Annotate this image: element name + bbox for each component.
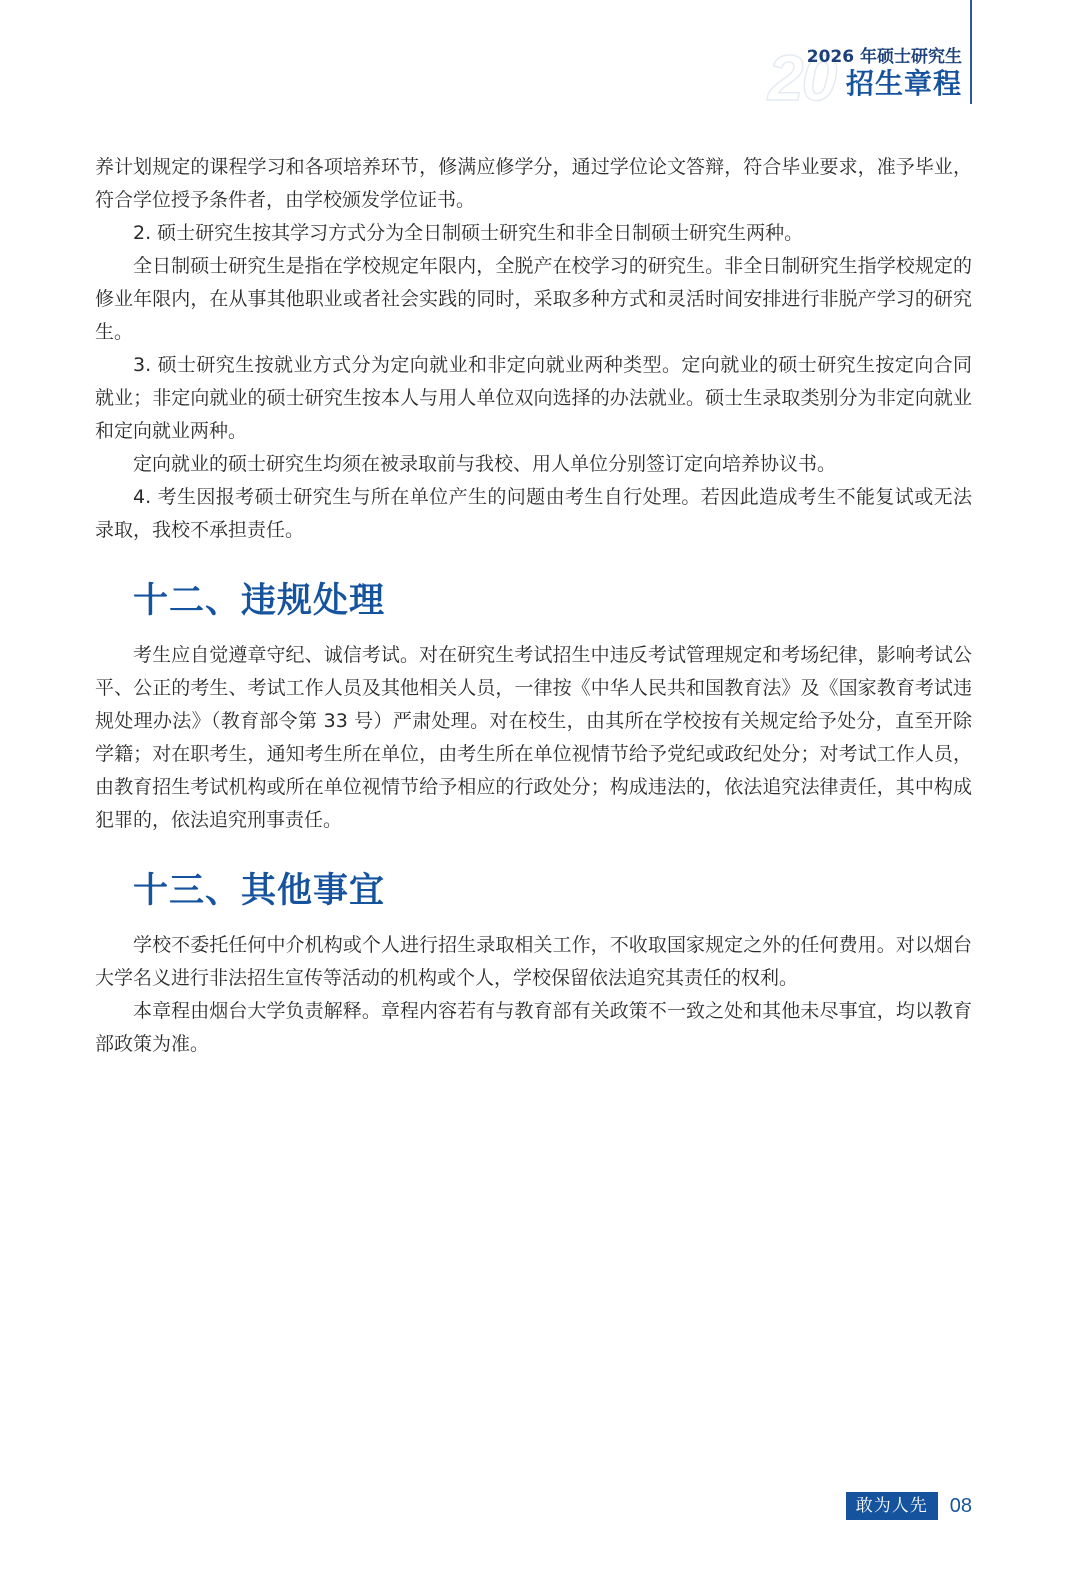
document-body <box>95 151 972 1061</box>
footer-motto-badge: 敢为人先 <box>846 1492 938 1520</box>
section-heading-other-matters: 十三、其他事宜 <box>133 871 386 911</box>
paragraph: 本章程由烟台大学负责解释。章程内容若有与教育部有关政策不一致之处和其他未尽事宜，均以教育部政策为准。 <box>95 1000 972 1055</box>
paragraph: 学校不委托任何中介机构或个人进行招生录取相关工作，不收取国家规定之外的任何费用。对以烟台大学名义进行非法招生宣传等活动的机构或个人，学校保留依法追究其责任的权利。 <box>95 934 972 989</box>
header-year-line: 2026 年硕士研究生 <box>806 47 962 67</box>
paragraph: 养计划规定的课程学习和各项培养环节，修满应修学分，通过学位论文答辩，符合毕业要求，准予毕业，符合学位授予条件者，由学校颁发学位证书。 <box>95 156 972 211</box>
footer <box>846 1492 972 1520</box>
paragraph: 2. 硕士研究生按其学习方式分为全日制硕士研究生和非全日制硕士研究生两种。 <box>133 222 804 244</box>
paragraph: 全日制硕士研究生是指在学校规定年限内，全脱产在校学习的研究生。非全日制研究生指学校规定的修业年限内，在从事其他职业或者社会实践的同时，采取多种方式和灵活时间安排进行非脱产学习的研究生。 <box>95 255 972 343</box>
header-title: 招生章程 <box>845 67 962 100</box>
paragraph: 考生应自觉遵章守纪、诚信考试。对在研究生考试招生中违反考试管理规定和考场纪律，影响考试公平、公正的考生、考试工作人员及其他相关人员，一律按《中华人民共和国教育法》及《国家教育考试违规处理办法》（教育部令第 33 号）严肃处理。对在校生，由其所在学校按有关规定给予处分，直至开除学籍；对在职考生，通知考生所在单位，由考生所在单位视情节给予党纪或政纪处分；对考试工作人员，由教育招生考试机构或所在单位视情节给予相应的行政处分；构成违法的，依法追究法律责任，其中构成犯罪的，依法追究刑事责任。 <box>95 644 972 831</box>
header-divider <box>970 0 972 104</box>
page-number: 08 <box>949 1495 972 1517</box>
section-heading-violations: 十二、违规处理 <box>133 581 386 621</box>
header-watermark: 20 <box>768 42 836 114</box>
paragraph: 3. 硕士研究生按就业方式分为定向就业和非定向就业两种类型。定向就业的硕士研究生按定向合同就业；非定向就业的硕士研究生按本人与用人单位双向选择的办法就业。硕士生录取类别分为非定向就业和定向就业两种。 <box>95 354 972 442</box>
paragraph: 4. 考生因报考硕士研究生与所在单位产生的问题由考生自行处理。若因此造成考生不能复试或无法录取，我校不承担责任。 <box>95 486 972 541</box>
paragraph: 定向就业的硕士研究生均须在被录取前与我校、用人单位分别签订定向培养协议书。 <box>133 453 837 475</box>
